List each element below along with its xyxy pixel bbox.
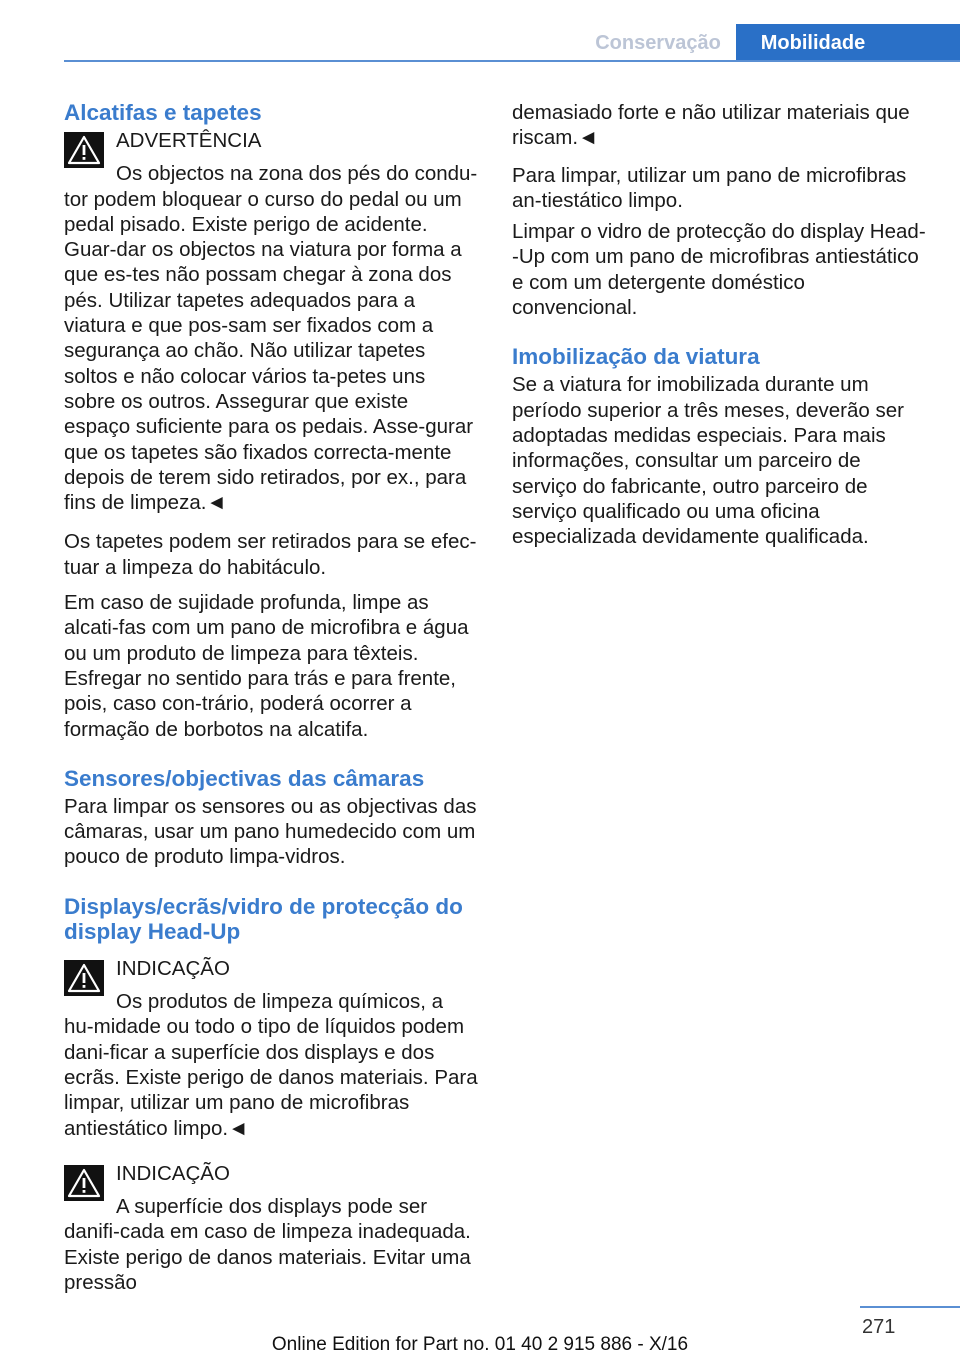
section-title-displays: Displays/ecrãs/vidro de protecção do display Head-Up <box>64 893 463 944</box>
section-title-immobilization: Imobilização da viatura <box>512 344 760 370</box>
footer-divider <box>860 1306 960 1308</box>
paragraph: demasiado forte e não utilizar materiais que riscam.◄ <box>512 101 910 150</box>
notice-block-chemicals <box>64 956 478 1141</box>
warning-triangle-icon <box>64 960 104 996</box>
warning-triangle-icon <box>64 132 104 168</box>
paragraph: Limpar o vidro de protecção do display Head--Up com um pano de microfibras antiestático e com um detergente doméstico convencional. <box>512 220 926 320</box>
paragraph: Para limpar, utilizar um pano de microfibras an-tiestático limpo. <box>512 163 907 212</box>
right-column <box>512 100 930 559</box>
warning-block-carpets <box>64 128 478 515</box>
warning-text: Os objectos na zona dos pés do condu-tor podem bloquear o curso do pedal ou um pedal pisado. Existe perigo de acidente. Guar-dar os objectos na viatura por forma a que es-tes não possam chegar à zona dos pés. Utilizar tapetes adequados para a viatura e que pos-sam ser fixados com a segurança ao chão. Não utilizar tapetes soltos e não colocar vários ta-petes uns sobre os outros. Assegurar que existe espaço suficiente para os pedais. Asse-gurar que os tapetes são fixados correcta-mente depois de terem sido retirados, por ex., para fins de limpeza.◄ <box>64 162 478 515</box>
header-divider <box>64 60 960 62</box>
page-number: 271 <box>862 1316 896 1338</box>
paragraph: Em caso de sujidade profunda, limpe as alcati-fas com um pano de microfibra e água ou um produto de limpeza para têxteis. Esfregar no sentido para trás e para frente, pois, caso con-trário, poderá ocorrer a formação de borbotos na alcatifa. <box>64 591 469 741</box>
warning-triangle-icon <box>64 1165 104 1201</box>
page-header <box>0 0 960 62</box>
notice-block-pressure <box>64 1161 478 1295</box>
notice-text: A superfície dos displays pode ser danifi-cada em caso de limpeza inadequada. Existe perigo de danos materiais. Evitar uma pressão <box>64 1195 471 1294</box>
tab-conservacao[interactable]: Conservação <box>595 31 721 54</box>
warning-label: ADVERTÊNCIA <box>116 129 262 152</box>
notice-label: INDICAÇÃO <box>116 956 230 980</box>
paragraph: Se a viatura for imobilizada durante um período superior a três meses, deverão ser adoptadas medidas especiais. Para mais informações, consultar um parceiro de serviço do fabricante, outro parceiro de serviço qualificado ou uma oficina especializada devidamente qualificada. <box>512 373 904 549</box>
paragraph: Os tapetes podem ser retirados para se efec-tuar a limpeza do habitáculo. <box>64 530 477 579</box>
tab-mobilidade[interactable]: Mobilidade <box>736 24 960 62</box>
section-title-cameras: Sensores/objectivas das câmaras <box>64 765 425 791</box>
notice-text: Os produtos de limpeza químicos, a hu-midade ou todo o tipo de líquidos podem dani-ficar a superfície dos displays e dos ecrãs. Existe perigo de danos materiais. Para limpar, utilizar um pano de microfibras antiestático limpo.◄ <box>64 990 478 1140</box>
paragraph: Para limpar os sensores ou as objectivas das câmaras, usar um pano humedecido com um pouco de produto limpa-vidros. <box>64 794 477 869</box>
section-title-carpets: Alcatifas e tapetes <box>64 100 262 125</box>
left-column <box>64 100 478 1309</box>
notice-label: INDICAÇÃO <box>116 1161 230 1185</box>
edition-footer: Online Edition for Part no. 01 40 2 915 886 - X/16 <box>271 1334 689 1355</box>
